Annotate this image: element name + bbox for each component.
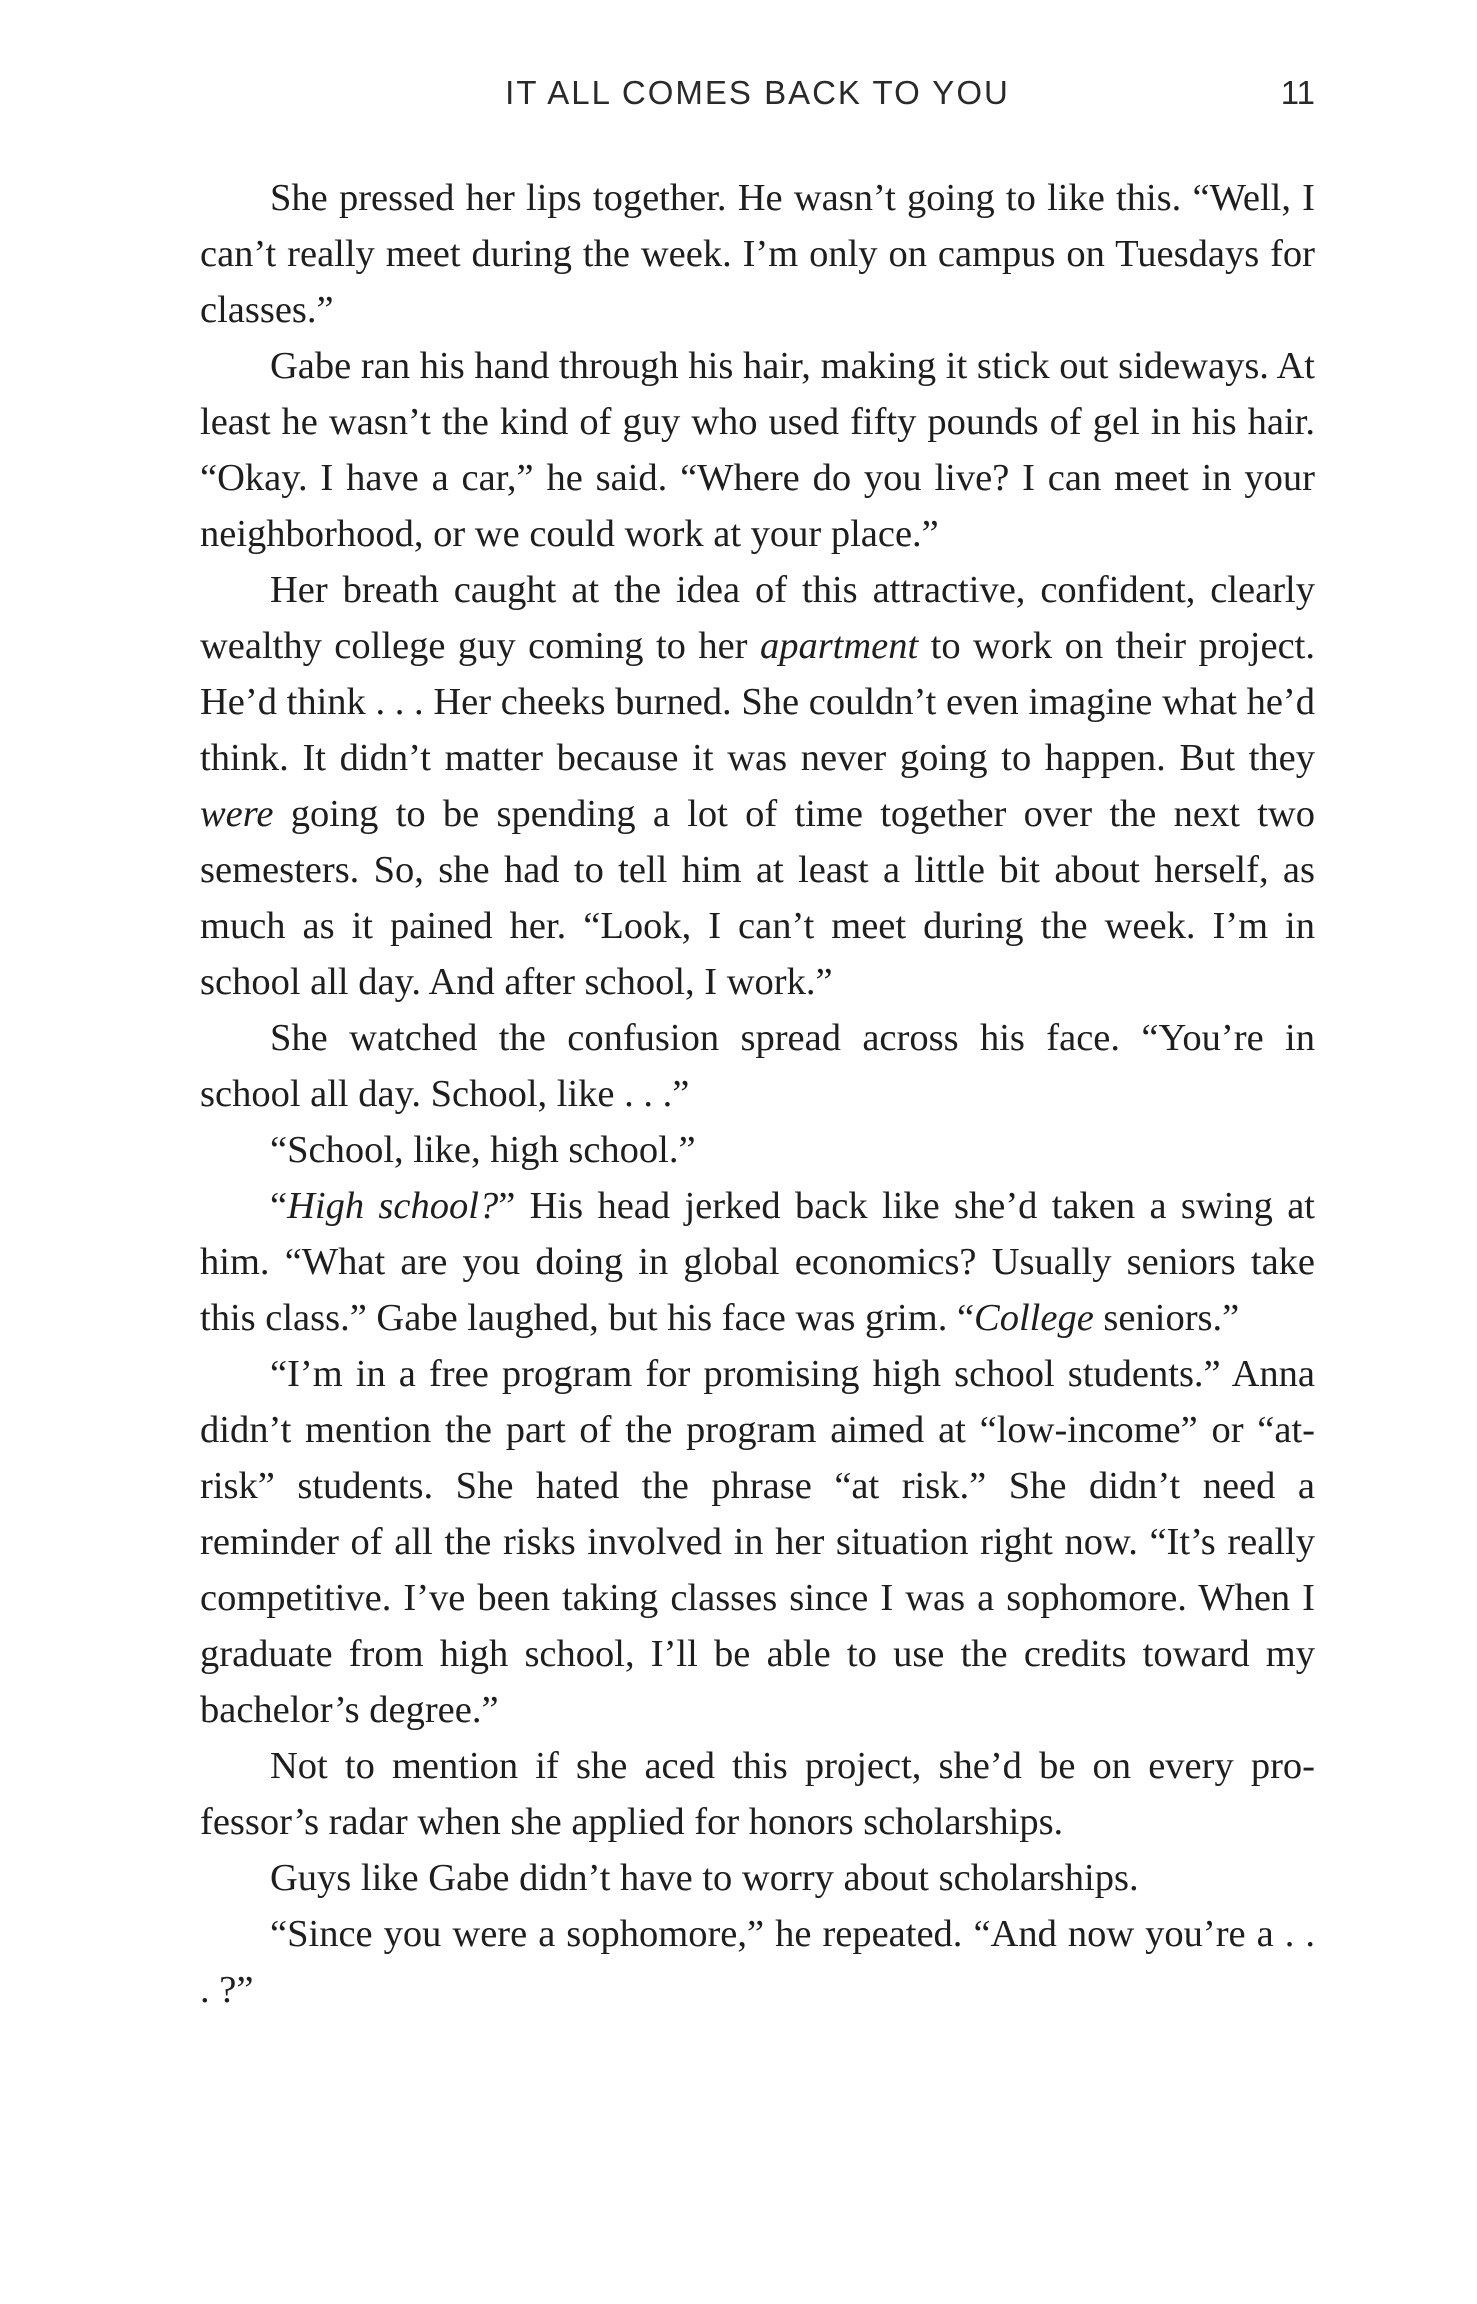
paragraph (200, 1178, 1315, 1346)
text-run: Gabe ran his hand through his hair, making it stick out sideways. At least he wasn’t the kind of guy who used fifty pounds of gel in his hair. “Okay. I have a car,” he said. “Where do you live? I can meet in your neighborhood, or we could work at your place.” (200, 345, 1315, 555)
body-text (200, 170, 1315, 2018)
text-run: “I’m in a free program for promising high school students.” Anna didn’t mention the part of the program aimed at “low-income” or “at-risk” students. She hated the phrase “at risk.” She didn’t need a reminder of all the risks involved in her situation right now. “It’s really competitive. I’ve been taking classes since I was a sophomore. When I graduate from high school, I’ll be able to use the credits toward my bachelor’s degree.” (200, 1353, 1315, 1731)
text-run: Not to mention if she aced this project, she’d be on every professor’s radar when she applied for honors scholarships. (200, 1745, 1315, 1843)
paragraph (200, 170, 1315, 338)
text-run: “Since you were a sophomore,” he repeated. “And now you’re a . . . ?” (200, 1913, 1315, 2011)
text-run: seniors.” (1093, 1297, 1240, 1339)
text-run: “ (270, 1185, 288, 1227)
text-run: She pressed her lips together. He wasn’t going to like this. “Well, I can’t really meet during the week. I’m only on campus on Tuesdays for classes.” (200, 177, 1315, 331)
page-number: 11 (1280, 74, 1315, 111)
running-title: IT ALL COMES BACK TO YOU (505, 74, 1010, 111)
paragraph (200, 1906, 1315, 2018)
text-run: to work on their project. He’d think . . . Her cheeks burned. She couldn’t even imagine what he’d think. It didn’t matter because it was never going to happen. But they (200, 625, 1315, 779)
italic-text: College (974, 1297, 1094, 1339)
paragraph (200, 562, 1315, 1010)
text-run: “School, like, high school.” (270, 1129, 696, 1171)
paragraph (200, 1010, 1315, 1122)
running-head (200, 74, 1315, 124)
paragraph (200, 1738, 1315, 1850)
text-run: Guys like Gabe didn’t have to worry about scholarships. (270, 1857, 1139, 1899)
text-run: going to be spending a lot of time together over the next two semesters. So, she had to tell him at least a little bit about herself, as much as it pained her. “Look, I can’t meet during the week. I’m in school all day. And after school, I work.” (200, 793, 1315, 1003)
italic-text: apartment (759, 625, 919, 667)
paragraph (200, 338, 1315, 562)
italic-text: were (200, 793, 274, 835)
paragraph (200, 1122, 1315, 1178)
italic-text: High school? (287, 1185, 499, 1227)
paragraph (200, 1346, 1315, 1738)
paragraph (200, 1850, 1315, 1906)
text-run: ” His head jerked back like she’d taken a swing at him. “What are you doing in global economics? Usually seniors take this class.” Gabe laughed, but his face was grim. “ (200, 1185, 1315, 1339)
text-run: She watched the confusion spread across his face. “You’re in school all day. School, like . . .” (200, 1017, 1315, 1115)
text-run: Her breath caught at the idea of this attractive, confident, clearly wealthy college guy coming to her (200, 569, 1315, 667)
